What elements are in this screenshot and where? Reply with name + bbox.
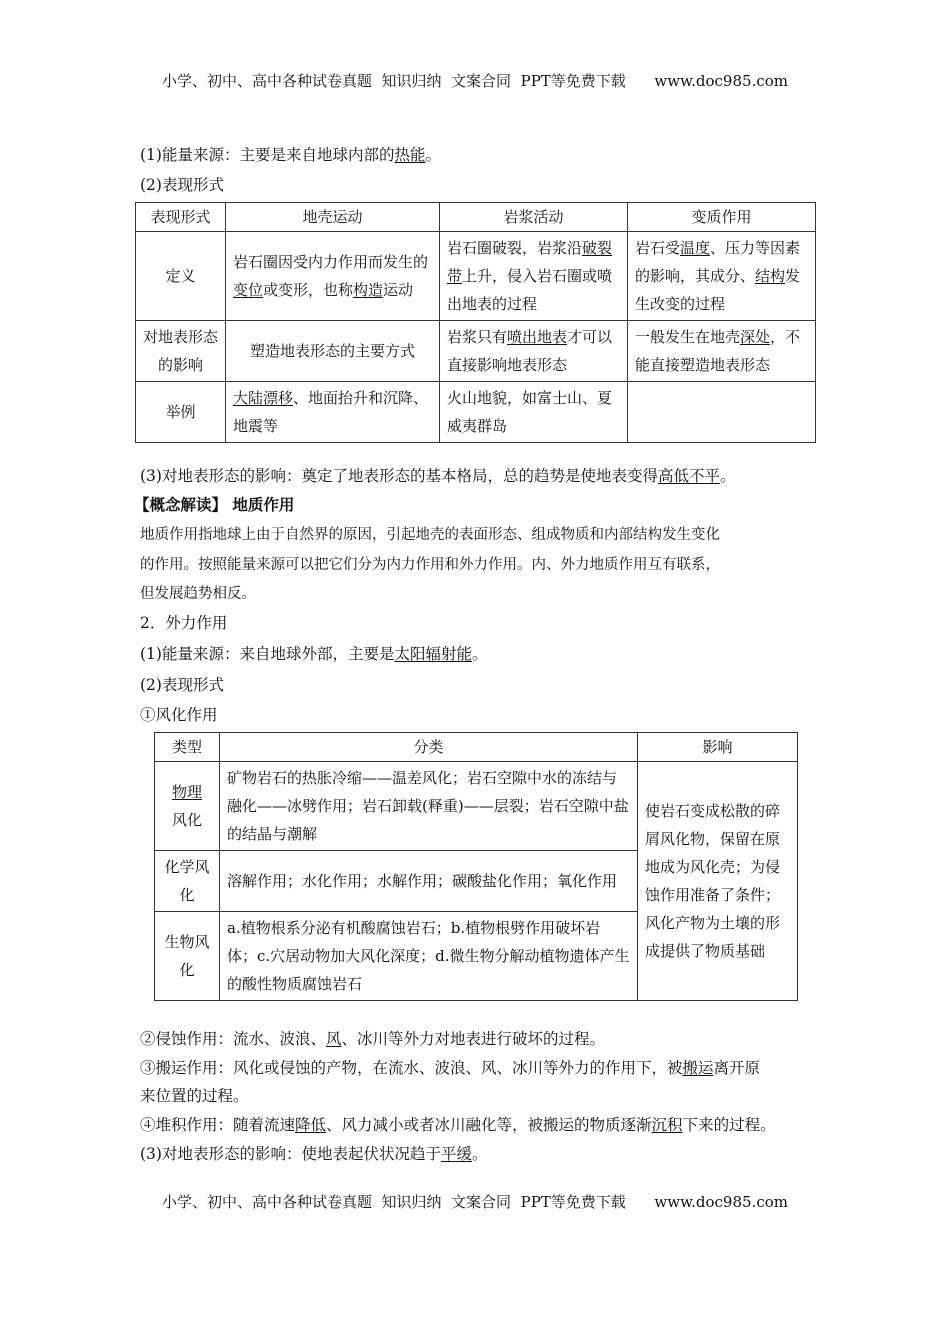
external-energy-source: (1)能量来源：来自地球外部，主要是太阳辐射能。	[140, 645, 488, 663]
table-row	[155, 762, 798, 851]
page-footer: 小学、初中、高中各种试卷真题 知识归纳 文案合同 PPT等免费下载 www.doc985.com	[161, 1193, 788, 1211]
table-header-cell: 类型	[155, 733, 220, 762]
concept-title: 【概念解读】 地质作用	[134, 495, 295, 514]
weathering-table	[154, 732, 798, 1001]
concept-line: 地质作用指地球上由于自然界的原因，引起地壳的表面形态、组成物质和内部结构发生变化	[140, 527, 720, 543]
internal-forces-table	[135, 202, 816, 443]
internal-forms-title: (2)表现形式	[140, 176, 224, 194]
table-cell: 大陆漂移、地面抬升和沉降、地震等	[226, 382, 440, 443]
table-header-cell: 分类	[220, 733, 638, 762]
weathering-title: ①风化作用	[140, 706, 218, 724]
transport-line: ③搬运作用：风化或侵蚀的产物，在流水、波浪、风、冰川等外力的作用下，被搬运离开原	[140, 1059, 761, 1077]
table-cell: 火山地貌，如富士山、夏威夷群岛	[440, 382, 628, 443]
table-cell: 塑造地表形态的主要方式	[226, 321, 440, 382]
table-row	[136, 321, 816, 382]
table-cell: 岩石受温度、压力等因素的影响，其成分、结构发生改变的过程	[628, 232, 816, 321]
table-cell: 一般发生在地壳深处，不能直接塑造地表形态	[628, 321, 816, 382]
table-cell	[628, 382, 816, 443]
transport-line-2: 来位置的过程。	[140, 1087, 249, 1105]
table-cell: 岩浆只有喷出地表才可以直接影响地表形态	[440, 321, 628, 382]
erosion-line: ②侵蚀作用：流水、波浪、风、冰川等外力对地表进行破坏的过程。	[140, 1030, 606, 1048]
table-header-cell: 变质作用	[628, 203, 816, 232]
external-effect: (3)对地表形态的影响：使地表起伏状况趋于平缓。	[140, 1145, 488, 1163]
page-header: 小学、初中、高中各种试卷真题 知识归纳 文案合同 PPT等免费下载 www.doc985.com	[161, 72, 788, 90]
internal-effect: (3)对地表形态的影响：奠定了地表形态的基本格局，总的趋势是使地表变得高低不平。	[140, 467, 736, 485]
table-header-cell: 影响	[638, 733, 798, 762]
table-header-cell: 岩浆活动	[440, 203, 628, 232]
table-cell: 溶解作用；水化作用；水解作用；碳酸盐化作用；氧化作用	[220, 851, 638, 912]
row-label-physical: 物理 风化	[155, 762, 220, 851]
table-header-row	[136, 203, 816, 232]
table-header-cell: 表现形式	[136, 203, 226, 232]
table-header-row	[155, 733, 798, 762]
table-cell: 矿物岩石的热胀冷缩——温差风化；岩石空隙中水的冻结与融化——冰劈作用；岩石卸载(释重)——层裂；岩石空隙中盐的结晶与潮解	[220, 762, 638, 851]
row-label-definition: 定义	[136, 232, 226, 321]
external-forms-title: (2)表现形式	[140, 676, 224, 694]
table-cell: 岩石圈破裂，岩浆沿破裂带上升，侵入岩石圈或喷出地表的过程	[440, 232, 628, 321]
concept-line: 的作用。按照能量来源可以把它们分为内力作用和外力作用。内、外力地质作用互有联系，	[140, 557, 720, 573]
row-label-impact: 对地表形态的影响	[136, 321, 226, 382]
table-cell: a.植物根系分泌有机酸腐蚀岩石；b.植物根劈作用破坏岩体；c.穴居动物加大风化深度；d.微生物分解动植物遗体产生的酸性物质腐蚀岩石	[220, 912, 638, 1001]
row-label-example: 举例	[136, 382, 226, 443]
row-label-chemical: 化学风化	[155, 851, 220, 912]
internal-energy-source: (1)能量来源：主要是来自地球内部的热能。	[140, 146, 441, 164]
table-cell: 岩石圈因受内力作用而发生的变位或变形，也称构造运动	[226, 232, 440, 321]
table-header-cell: 地壳运动	[226, 203, 440, 232]
external-title: 2．外力作用	[140, 614, 228, 632]
weathering-effect-cell: 使岩石变成松散的碎屑风化物，保留在原地成为风化壳；为侵蚀作用准备了条件；风化产物为土壤的形成提供了物质基础	[638, 762, 798, 1001]
table-row	[136, 382, 816, 443]
table-row	[136, 232, 816, 321]
row-label-biological: 生物风化	[155, 912, 220, 1001]
concept-line: 但发展趋势相反。	[140, 586, 256, 602]
deposition-line: ④堆积作用：随着流速降低、风力减小或者冰川融化等，被搬运的物质逐渐沉积下来的过程。	[140, 1116, 776, 1134]
